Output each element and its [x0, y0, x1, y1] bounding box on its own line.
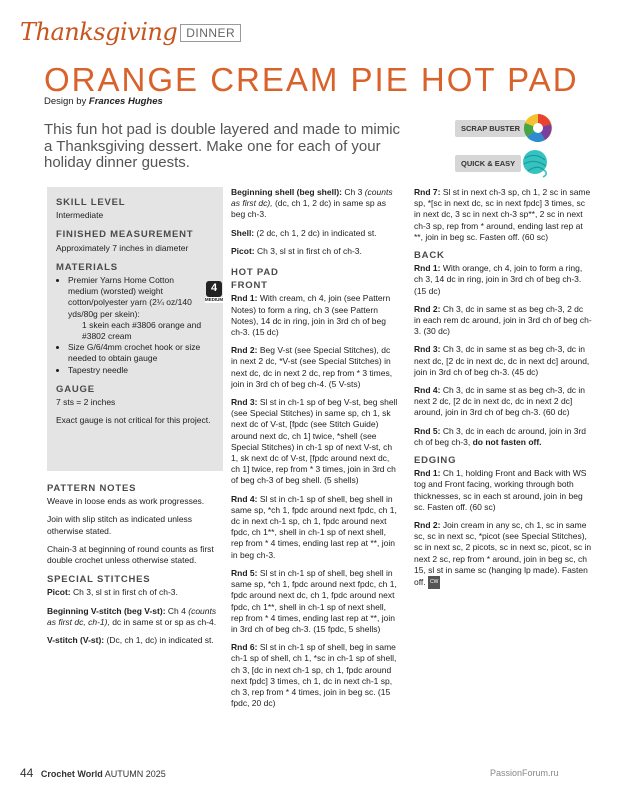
yarn-ball-icon	[519, 148, 551, 178]
quick-easy-badge	[455, 148, 550, 178]
page-title: ORANGE CREAM PIE HOT PAD	[44, 61, 579, 98]
front-rnd: Rnd 4: Sl st in ch-1 sp of shell, beg shell in same sp, *ch 1, fpdc around next fpdc, ch 1, dc in next ch-1 sp, ch 1, fpdc around next fpdc, ch 1**, shell in ch-1 sp of next shell, rep from * 4 times, ending last rep at **, join in beg ch-3.	[231, 493, 397, 560]
back-rnd: Rnd 2: Ch 3, dc in same st as beg ch-3, 2 dc in each rem dc around, join in 3rd ch of beg ch-3. (30 dc)	[414, 303, 592, 337]
scrap-buster-badge	[455, 113, 550, 145]
magazine-name: Crochet World	[40, 769, 103, 779]
back-rnd: Rnd 5: Ch 3, dc in each dc around, join in 3rd ch of beg ch-3, do not fasten off.	[414, 425, 586, 447]
end-mark-icon: CW	[428, 576, 440, 589]
info-box-content	[56, 197, 220, 433]
front-heading: FRONT	[231, 280, 268, 292]
finished-value: Approximately 7 inches in diameter	[56, 242, 189, 253]
hot-pad-heading: HOT PAD	[231, 267, 279, 279]
section-script: Thanksgiving	[20, 18, 178, 46]
section-banner	[20, 18, 241, 46]
special-picot: Picot: Ch 3, sl st in first ch of ch-3.	[47, 587, 178, 598]
middle-column	[231, 187, 399, 716]
pattern-notes-heading: PATTERN NOTES	[47, 483, 137, 494]
scrap-buster-label: SCRAP BUSTER	[455, 120, 526, 137]
special-beg-vst: Beginning V-stitch (beg V-st): Ch 4 (counts as first dc, ch-1), dc in same st or sp as ch-4.	[47, 605, 217, 627]
edging-heading: EDGING	[414, 455, 457, 467]
gauge-value: 7 sts = 2 inches	[56, 397, 116, 408]
quick-easy-label: QUICK & EASY	[455, 155, 521, 172]
pattern-note: Join with slip stitch as indicated unless otherwise stated.	[47, 514, 193, 536]
back-rnd: Rnd 3: Ch 3, dc in same st as beg ch-3, dc in next dc, [2 dc in next dc, dc in next dc] around, join in 3rd ch of beg ch-3. (45 dc)	[414, 344, 590, 377]
special-shell: Shell: (2 dc, ch 1, 2 dc) in indicated st.	[231, 227, 377, 238]
issue-label: AUTUMN 2025	[104, 769, 166, 779]
section-tag: DINNER	[180, 24, 241, 42]
watermark: PassionForum.ru	[490, 768, 559, 778]
page-footer	[20, 766, 166, 780]
color-wheel-icon	[523, 113, 553, 143]
page-number: 44	[20, 766, 34, 780]
back-rnd: Rnd 1: With orange, ch 4, join to form a ring, ch 3, 14 dc in ring, join in 3rd ch of beg ch-3. (15 dc)	[414, 263, 583, 296]
back-heading: BACK	[414, 250, 445, 262]
special-beg-shell: Beginning shell (beg shell): Ch 3 (counts as first dc), (dc, ch 1, 2 dc) in same sp as beg ch-3.	[231, 187, 393, 220]
skill-value: Intermediate	[56, 210, 104, 221]
special-picot2: Picot: Ch 3, sl st in first ch of ch-3.	[231, 245, 362, 256]
gauge-heading: GAUGE	[56, 383, 95, 395]
left-column	[47, 483, 223, 653]
special-stitches-heading: SPECIAL STITCHES	[47, 574, 151, 586]
materials-heading: MATERIALS	[56, 261, 118, 273]
gauge-note: Exact gauge is not critical for this project.	[56, 415, 211, 426]
material-needle: • Tapestry needle	[68, 365, 220, 376]
intro-text: This fun hot pad is double layered and made to mimic a Thanksgiving dessert. Make one for each of your holiday dinner guests.	[44, 121, 401, 171]
material-yarn: • Premier Yarns Home Cotton medium (worsted) weight cotton/polyester yarn (2¼ oz/140 yds/80g per skein):	[68, 275, 193, 320]
back-rnd: Rnd 4: Ch 3, dc in same st as beg ch-3, dc in next 2 dc, [2 dc in next dc, dc in next 2 dc] around, join in 3rd ch of beg ch-3. (60 dc)	[414, 385, 586, 418]
byline-prefix: Design by	[44, 96, 87, 107]
front-rnd: Rnd 2: Beg V-st (see Special Stitches), dc in next 2 dc, *V-st (see Special Stitches) in next dc, dc in next 2 dc, rep from * 3 times, join in 3rd ch of beg ch-4. (5 V-sts)	[231, 345, 393, 389]
edging-rnd: Rnd 1: Ch 1, holding Front and Back with WS tog and Front facing, working through both thicknesses, sc in each st around, join in beg sc. Fasten off. (60 sc)	[414, 468, 587, 512]
pattern-note: Weave in loose ends as work progresses.	[47, 496, 205, 507]
material-hook: • Size G/6/4mm crochet hook or size needed to obtain gauge	[68, 342, 220, 364]
materials-list	[56, 275, 220, 376]
front-rnd: Rnd 3: Sl st in ch-1 sp of beg V-st, beg shell (see Special Stitches) in same sp, ch 1, sk next dc of V-st, [fpdc (see Stitch Guide) around next dc, ch 1] twice, *shell (see Special Stitches) in ch-1 sp of next V-st, ch 1, sk next dc of V-st, [fpdc around next dc, ch 1] twice, rep from * 3 times, join in 3rd ch of beg ch-3 of beg shell. (5 shells)	[231, 397, 398, 486]
special-vst: V-stitch (V-st): (Dc, ch 1, dc) in indicated st.	[47, 635, 214, 646]
edging-rnd: Rnd 2: Join cream in any sc, ch 1, sc in same sc, sc in next sc, *picot (see Special Stitches), sc in next sc, 2 picots, sc in next sc, picot, sc in next 2 sc, rep from * around, join in beg sc, ch 15, sl st in same sc (hanging lp made). Fasten off. CW	[414, 520, 592, 589]
front-rnd: Rnd 1: With cream, ch 4, join (see Pattern Notes) to form a ring, ch 3 (see Pattern Notes), 14 dc in ring, join in 3rd ch of beg ch-3. (15 dc)	[231, 293, 391, 338]
front-rnd: Rnd 7: Sl st in next ch-3 sp, ch 1, 2 sc in same sp, *[sc in next dc, sc in next fpdc] 3 times, sc in next dc, 3 sc in next ch-3 sp**, 2 sc in next ch-3 sp, rep from * around, ending last rep at **, join in beg sc. Fasten off. (60 sc)	[414, 187, 591, 242]
pattern-note: Chain-3 at beginning of round counts as first double crochet unless otherwise stated.	[47, 543, 214, 566]
byline	[44, 96, 163, 107]
yarn-weight-label: MEDIUM	[204, 297, 224, 302]
right-column	[414, 187, 592, 596]
front-rnd: Rnd 5: Sl st in ch-1 sp of shell, beg shell in same sp, *ch 1, fpdc around next fpdc, ch 1, fpdc around next dc, ch 1, fpdc around next fpdc, ch 1**, shell in ch-1 sp of next shell, rep from * 4 times, ending last rep at **, join in 3rd ch of beg ch-3. (15 fpdc, 5 shells)	[231, 567, 397, 634]
skill-heading: SKILL LEVEL	[56, 197, 126, 208]
yarn-weight-number: 4	[210, 282, 218, 294]
front-rnd: Rnd 6: Sl st in ch-1 sp of shell, beg in same ch-1 sp of shell, ch 1, *sc in ch-1 sp of shell, ch 3, [dc in next ch-1 sp, ch 1, fpdc around next fpdc] 3 times, ch 1, dc in next ch-1 sp, ch 3, rep from * 4 times, join in beg sc. (15 fpdc, 20 dc)	[231, 642, 397, 709]
finished-heading: FINISHED MEASUREMENT	[56, 229, 194, 241]
material-colors: 1 skein each #3806 orange and #3802 cream	[82, 319, 202, 342]
designer-name: Frances Hughes	[88, 96, 163, 107]
